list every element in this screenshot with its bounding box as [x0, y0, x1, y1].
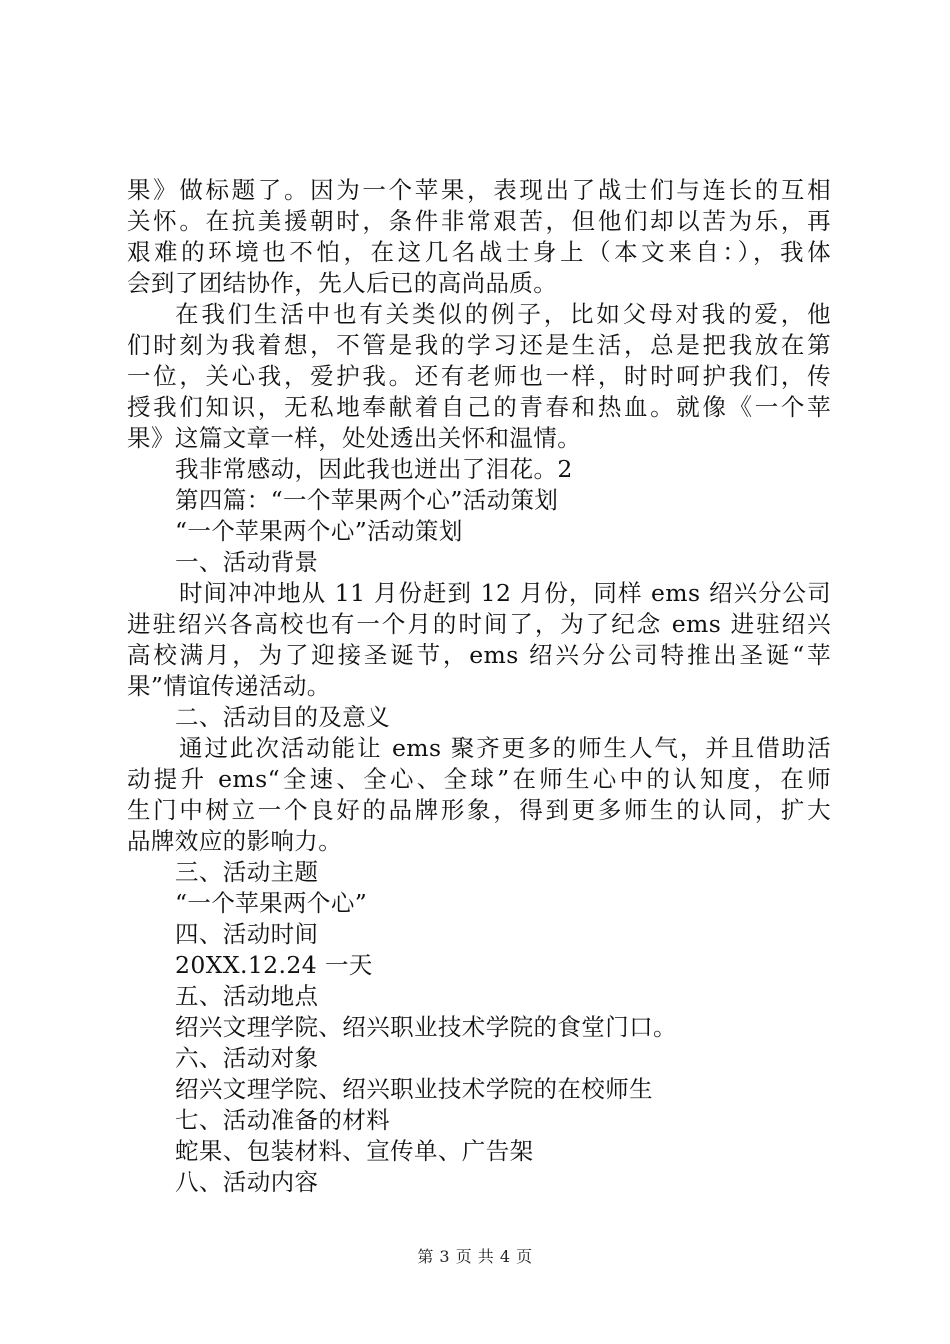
- text-line: 进驻绍兴各高校也有一个月的时间了，为了纪念 ems 进驻绍兴: [127, 610, 831, 638]
- text-line: 我非常感动，因此我也迸出了泪花。2: [175, 455, 573, 483]
- section-heading: 四、活动时间: [175, 920, 319, 948]
- text-line: 一位，关心我，爱护我。还有老师也一样，时时呵护我们，传: [127, 362, 831, 390]
- text-line: 果》做标题了。因为一个苹果，表现出了战士们与连长的互相: [127, 176, 831, 204]
- text-line: 生门中树立一个良好的品牌形象，得到更多师生的认同，扩大: [127, 796, 831, 824]
- section-heading: 一、活动背景: [175, 548, 319, 576]
- page-number-footer: 第 3 页 共 4 页: [417, 1247, 533, 1266]
- text-line: 果》这篇文章一样，处处透出关怀和温情。: [127, 424, 582, 452]
- document-body: [127, 175, 831, 1198]
- section-heading: 七、活动准备的材料: [175, 1106, 391, 1134]
- text-line: 关怀。在抗美援朝时，条件非常艰苦，但他们却以苦为乐，再: [127, 207, 831, 235]
- section-heading: “一个苹果两个心”活动策划: [175, 517, 463, 545]
- section-heading: 八、活动内容: [175, 1168, 319, 1196]
- section-heading: 第四篇：“一个苹果两个心”活动策划: [175, 486, 559, 514]
- section-heading: 六、活动对象: [175, 1044, 319, 1072]
- text-line: 蛇果、包装材料、宣传单、广告架: [175, 1137, 534, 1165]
- text-line: 动提升 ems“全速、全心、全球”在师生心中的认知度，在师: [127, 765, 831, 793]
- text-line: 在我们生活中也有关类似的例子，比如父母对我的爱，他: [175, 300, 831, 328]
- text-line: 通过此次活动能让 ems 聚齐更多的师生人气，并且借助活: [179, 734, 831, 762]
- text-line: 会到了团结协作，先人后已的高尚品质。: [127, 269, 558, 297]
- text-line: 艰难的环境也不怕，在这几名战士身上（本文来自：），我体: [127, 238, 831, 266]
- text-line: “一个苹果两个心”: [175, 889, 368, 917]
- text-line: 20XX.12.24 一天: [175, 951, 373, 979]
- section-heading: 五、活动地点: [175, 982, 319, 1010]
- section-heading: 二、活动目的及意义: [175, 703, 391, 731]
- text-line: 高校满月，为了迎接圣诞节，ems 绍兴分公司特推出圣诞“苹: [127, 641, 831, 669]
- section-heading: 三、活动主题: [175, 858, 319, 886]
- text-line: 品牌效应的影响力。: [127, 827, 343, 855]
- text-line: 授我们知识，无私地奉献着自己的青春和热血。就像《一个苹: [127, 393, 831, 421]
- text-line: 绍兴文理学院、绍兴职业技术学院的在校师生: [175, 1075, 653, 1103]
- text-line: 绍兴文理学院、绍兴职业技术学院的食堂门口。: [175, 1013, 677, 1041]
- text-line: 时间冲冲地从 11 月份赶到 12 月份，同样 ems 绍兴分公司: [179, 579, 831, 607]
- text-line: 果”情谊传递活动。: [127, 672, 331, 700]
- text-line: 们时刻为我着想，不管是我的学习还是生活，总是把我放在第: [127, 331, 831, 359]
